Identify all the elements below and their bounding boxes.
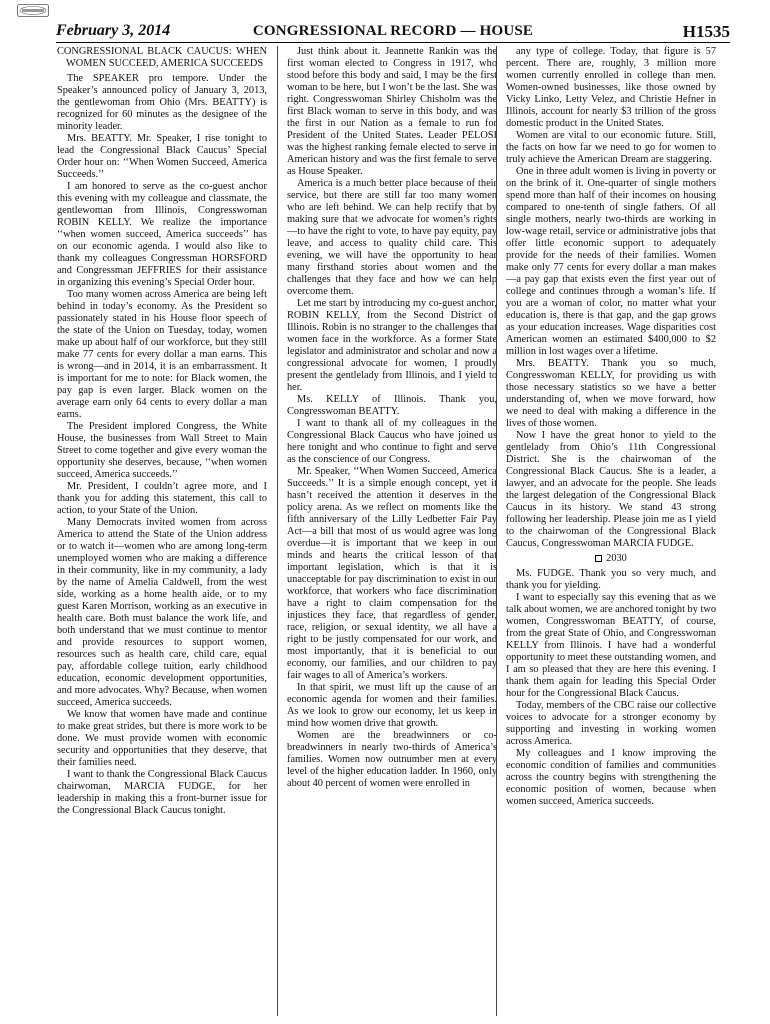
paragraph: Mr. President, I couldn’t agree more, and I thank you for adding this statement, this call to action, to your State of the Union. [57,481,267,516]
paragraph: Ms. FUDGE. Thank you so very much, and thank you for yielding. [506,568,716,591]
time-marker-box-icon [595,555,602,562]
page-number: H1535 [682,22,730,41]
paragraph: Many Democrats invited women from across America to attend the State of the Union address or to watch it—women who are among long-term unemployed women who are making a difference in their community, like in my community, a lady by the name of Amelia Caldwell, from the west side, working as a home health aide, or to my guest Karen Morrison, working as an executive in health care. Both must balance the work life, and both understand that we must continue to mentor and provide resources to support women, resources such as health care, child care, equal pay, affordable college tuition, early childhood education, economic development opportunities, and more advocates. Why? Because, when women succeed, America succeeds. [57,517,267,708]
text-column-1 [57,46,267,1018]
paragraph: Mr. Speaker, ‘‘When Women Succeed, America Succeeds.’’ It is a simple enough concept, yet it hasn’t received the attention it deserves in the policy arena. As we reflect on moments like the fifth anniversary of the Lilly Ledbetter Fair Pay Act—a bill that most of us would agree was long overdue—it is important that we keep in our minds and hearts the critical lesson of that important legislation, which is that it is unacceptable for pay discrimination to exist in our workforce, that workers who face discrimination have a right to claim compensation for the injustices they face, that regardless of gender, race, religion, or sexual identity, we all have a right to be justly compensated for our work, and most importantly, that it is beneficial to our economy, our families, and our children to pay fair wages to all of America’s workers. [287,466,497,681]
paragraph: Today, members of the CBC raise our collective voices to advocate for a stronger economy by supporting and investing in working women across America. [506,700,716,747]
paragraph: Women are vital to our economic future. Still, the facts on how far we need to go for women to truly achieve the American Dream are staggering. [506,130,716,165]
paragraph: Ms. KELLY of Illinois. Thank you, Congresswoman BEATTY. [287,394,497,417]
paragraph: Just think about it. Jeannette Rankin was the first woman elected to Congress in 1917, who stood before this body and said, I may be the first woman to be here, but I won’t be the last. She was right. Congresswoman Shirley Chisholm was the first Black woman to serve in this body, and was the first in our Nation as a female to run for President of the United States. Leader PELOSI was the highest ranking female elected to serve in American history and was the first female to serve as House Speaker. [287,46,497,177]
paragraph: I want to especially say this evening that as we talk about women, we are anchored tonight by two women, Congresswoman BEATTY, of course, from the great State of Ohio, and Congresswoman KELLY from Illinois. I have had a wonderful opportunity to meet these outstanding women, and I am so pleased that they are here this evening. I thank them again for leading this Special Order hour for the Congressional Black Caucus. [506,592,716,699]
time-marker [506,553,716,565]
paragraph: America is a much better place because of their service, but there are still far too many women who are left behind. We can help rectify that by making sure that we advocate for women’s rights—to have the right to vote, to have pay equity, pay leave, and access to quality child care. This evening, we will have the opportunity to hear many firsthand stories about women and the challenges that they face and how we can help overcome them. [287,178,497,297]
record-title: CONGRESSIONAL RECORD — HOUSE [252,23,534,39]
gpo-authenticated-logo [17,4,49,17]
paragraph: One in three adult women is living in poverty or on the brink of it. One-quarter of single mothers spend more than half of their incomes on housing compared to one-tenth of single fathers. Of all single mothers, nearly two-thirds are working in low-wage retail, service or administrative jobs that offer little economic support to adequately provide for the needs of their families. Women make only 77 cents for every dollar a man makes—a pay gap that exists even the first year out of college and continues through a woman’s life. If you are a woman of color, no matter what your education is, there is that gap, and the gap grows as your education increases. Wage disparities cost American women an estimated $400,000 to $2 million in lost wages over a lifetime. [506,166,716,357]
column-divider [277,46,278,1016]
time-marker-label: 2030 [606,553,627,564]
paragraph: any type of college. Today, that figure is 57 percent. There are, roughly, 3 million more women currently enrolled in college than men. Women-owned businesses, like those owned by Vicky Linko, Letty Velez, and Christie Hefner in Illinois, account for nearly $3 trillion of the gross domestic product in the United States. [506,46,716,129]
paragraph: Let me start by introducing my co-guest anchor, ROBIN KELLY, from the Second District of Illinois. Robin is no stranger to the challenges that women face in the workforce. As a former State legislator and administrator and scholar and now a congressional advocate for women, I proudly present the gentlelady from Illinois, and I yield to her. [287,298,497,393]
paragraph: The SPEAKER pro tempore. Under the Speaker’s announced policy of January 3, 2013, the gentlewoman from Ohio (Mrs. BEATTY) is recognized for 60 minutes as the designee of the minority leader. [57,73,267,132]
paragraph: In that spirit, we must lift up the cause of an economic agenda for women and their families. As we look to grow our economy, let us keep in mind how women drive that growth. [287,682,497,729]
running-head [56,22,730,44]
paragraph: My colleagues and I know improving the economic condition of families and communities across the country begins with strengthening the economic position of women, because when women succeed, America succeeds. [506,748,716,807]
paragraph: Mrs. BEATTY. Mr. Speaker, I rise tonight to lead the Congressional Black Caucus’ Special Order hour on: ‘‘When Women Succeed, America Succeeds.’’ [57,133,267,180]
paragraph: I want to thank the Congressional Black Caucus chairwoman, MARCIA FUDGE, for her leadership in making this a front-burner issue for the Congressional Black Caucus tonight. [57,769,267,816]
paragraph: The President implored Congress, the White House, the businesses from Wall Street to Main Street to come together and give every woman the opportunity she deserves, because, ‘‘when women succeed, America succeeds.’’ [57,421,267,480]
paragraph: Women are the breadwinners or co-breadwinners in nearly two-thirds of America’s families. Women now outnumber men at every level of the higher education ladder. In 1960, only about 40 percent of women were enrolled in [287,730,497,789]
header-rule [56,42,730,43]
paragraph: Mrs. BEATTY. Thank you so much, Congresswoman KELLY, for providing us with those necessary statistics so we have a better understanding of, when we move forward, how we need to deal with making a difference in the lives of those women. [506,358,716,429]
section-heading: CONGRESSIONAL BLACK CAUCUS: WHEN WOMEN SUCCEED, AMERICA SUCCEEDS [57,46,267,69]
paragraph: I am honored to serve as the co-guest anchor this evening with my colleague and classmate, the gentlewoman from Illinois, Congresswoman ROBIN KELLY. We realize the importance ‘‘when women succeed, America succeeds’’ has on our economic agenda. I would also like to thank my colleagues Congressman HORSFORD and Congressman JEFFRIES for their assistance in organizing this evening’s Special Order hour. [57,181,267,288]
text-column-2 [287,46,497,1018]
record-date: February 3, 2014 [56,22,171,39]
paragraph: Too many women across America are being left behind in today’s economy. As the President so passionately stated in his House floor speech of the state of the Union on Tuesday, today, women make up about half of our workforce, but they still make 77 cents for every dollar a man earns. This is wrong—and in 2014, it is an embarrassment. It is important for me to note: for Black women, the pay gap is even larger. Black women on the average earn only 64 cents to every dollar a man earns. [57,289,267,420]
paragraph: Now I have the great honor to yield to the gentlelady from Ohio’s 11th Congressional District. She is the chairwoman of the Congressional Black Caucus. She is a leader, a lawyer, and an advocate for the people. She leads the largest delegation of the Congressional Black Caucus in its history. We stand 43 strong following her leadership. Please join me as I yield to the chairwoman of the Congressional Black Caucus, Congresswoman MARCIA FUDGE. [506,430,716,549]
paragraph: I want to thank all of my colleagues in the Congressional Black Caucus who have joined us here tonight and who continue to fight and serve as the conscience of our Congress. [287,418,497,465]
paragraph: We know that women have made and continue to make great strides, but there is more work to be done. We must provide women with economic security and opportunities that they deserve, that their families need. [57,709,267,768]
text-column-3 [506,46,716,1018]
